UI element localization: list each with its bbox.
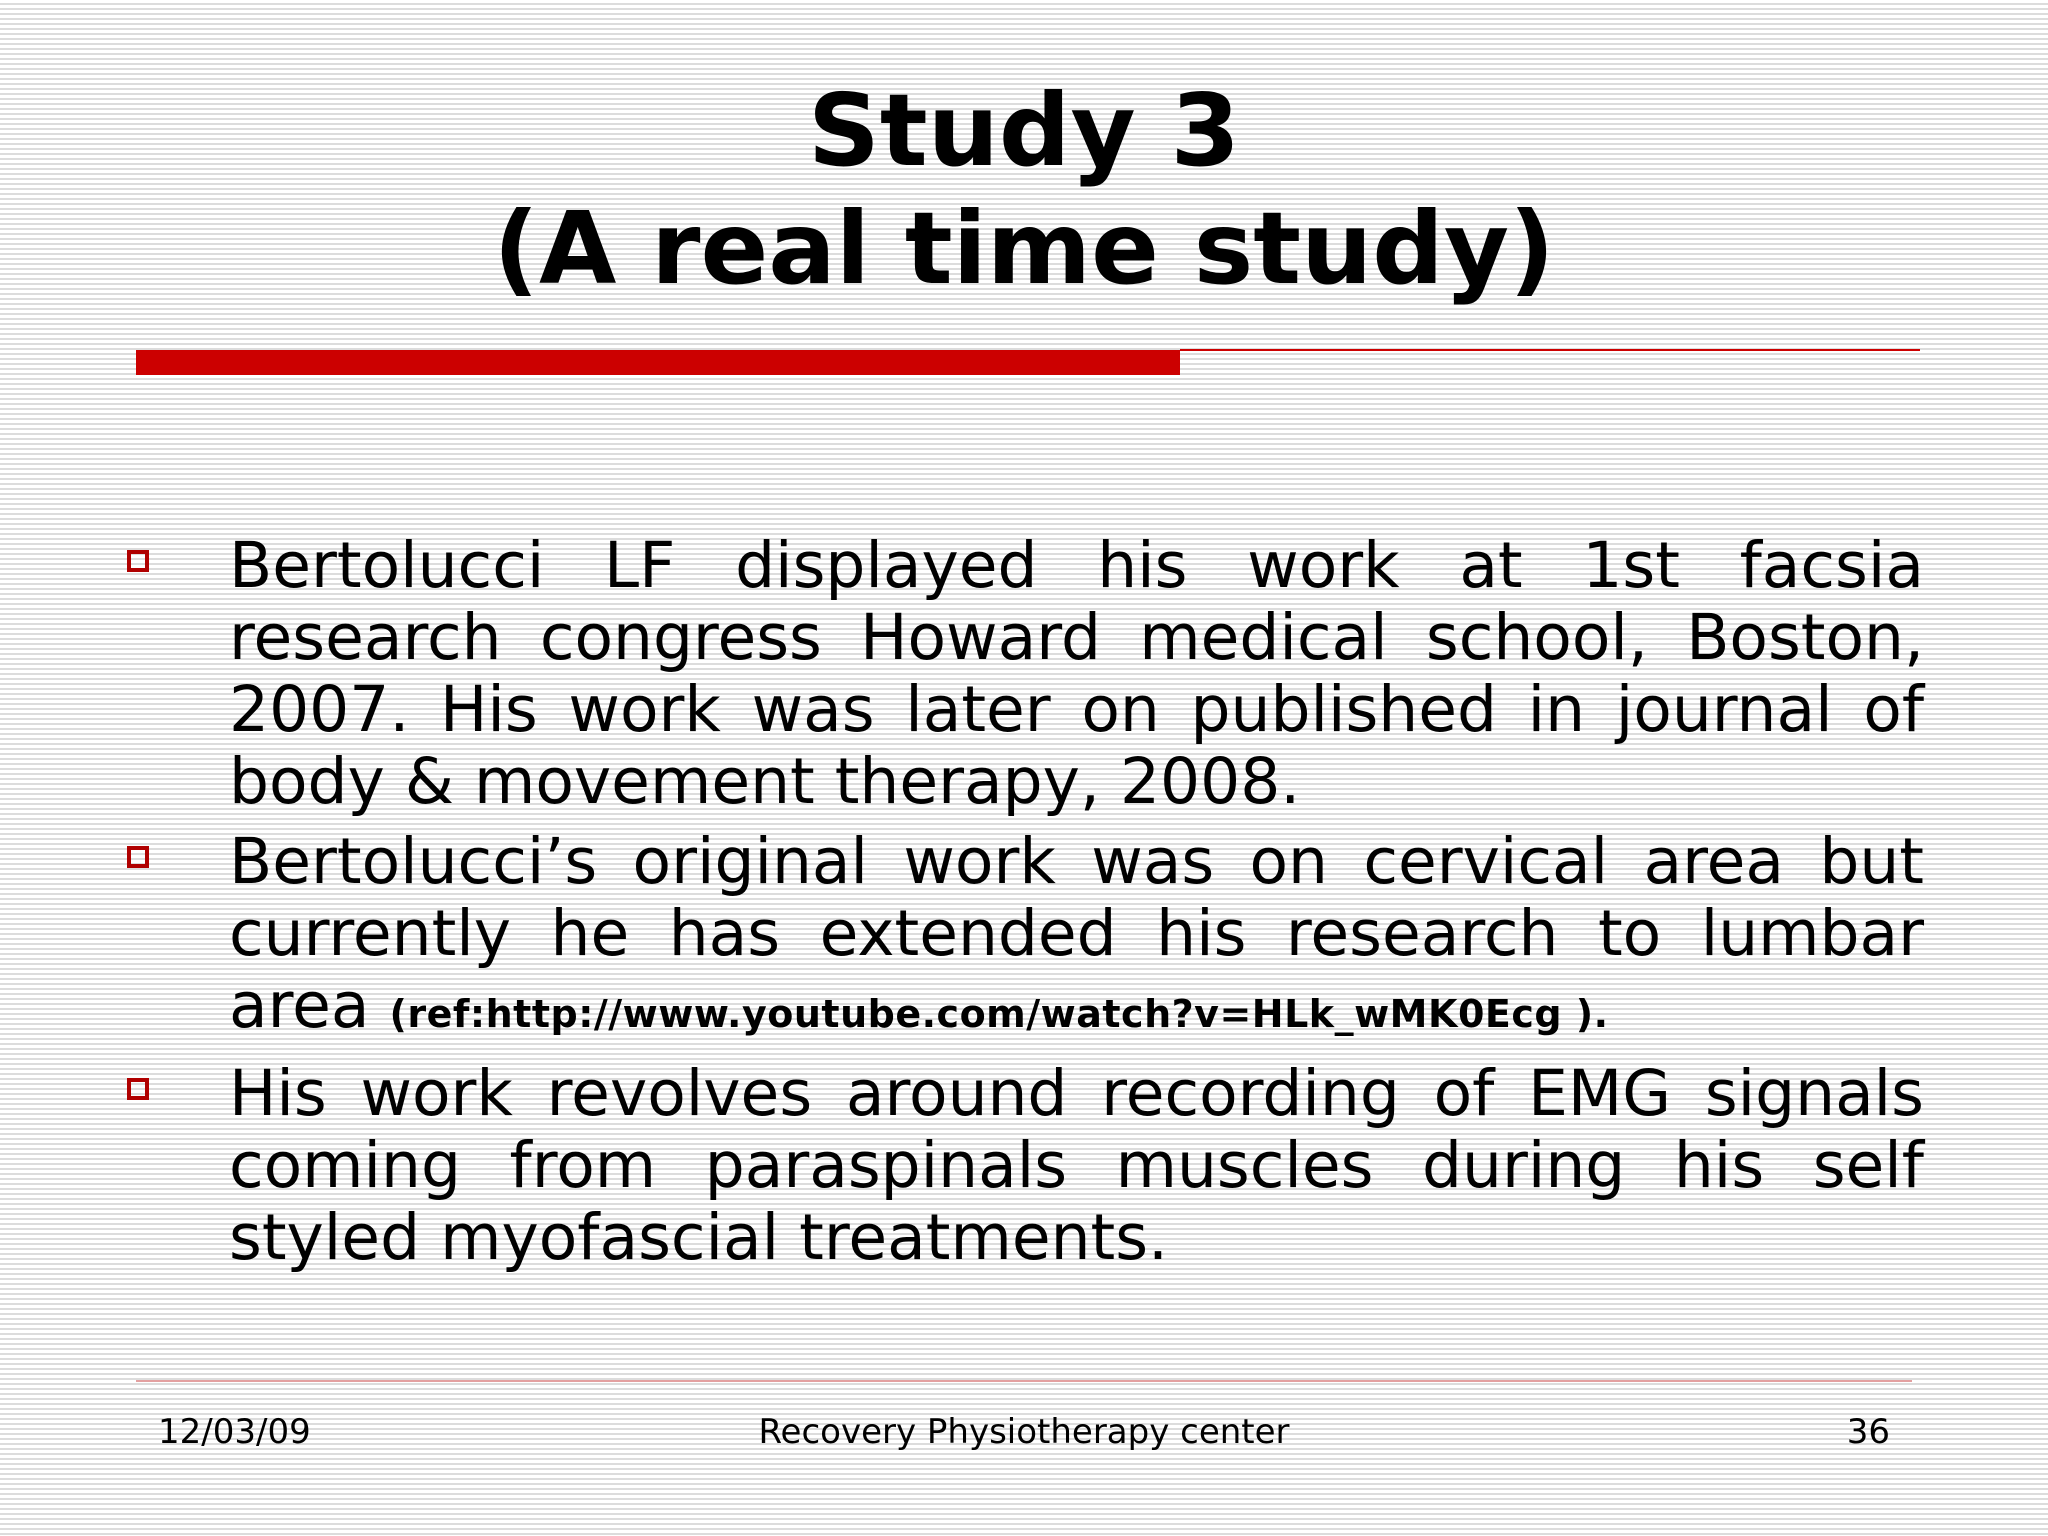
footer-divider	[136, 1380, 1912, 1382]
hollow-square-bullet-icon	[127, 550, 149, 572]
title-accent-bar	[136, 350, 1180, 375]
bullet-text: His work revolves around recording of EMG signals coming from paraspinals muscles during his self styled myofascial treatments.	[229, 1057, 1924, 1274]
hollow-square-bullet-icon	[127, 846, 149, 868]
bullet-item	[0, 826, 1924, 1050]
hollow-square-bullet-icon	[127, 1078, 149, 1100]
bullet-item	[0, 530, 1924, 818]
bullet-text: Bertolucci’s original work was on cervical area but currently he has extended his research to lumbar area	[229, 825, 1924, 1042]
title-accent-line	[1180, 349, 1920, 351]
footer-date: 12/03/09	[158, 1412, 311, 1452]
bullet-list	[0, 530, 2048, 1274]
slide-title	[0, 72, 2048, 308]
bullet-text: Bertolucci LF displayed his work at 1st facsia research congress Howard medical school, Boston, 2007. His work was later on published in journal of body & movement therapy, 2008.	[229, 529, 1924, 818]
reference-link[interactable]: (ref:http://www.youtube.com/watch?v=HLk_wMK0Ecg ).	[389, 992, 1609, 1036]
bullet-item	[0, 1058, 1924, 1274]
title-line-1: Study 3	[807, 72, 1241, 189]
footer-organization: Recovery Physiotherapy center	[758, 1412, 1290, 1452]
page-number: 36	[1846, 1412, 1890, 1452]
title-line-2: (A real time study)	[493, 190, 1555, 307]
